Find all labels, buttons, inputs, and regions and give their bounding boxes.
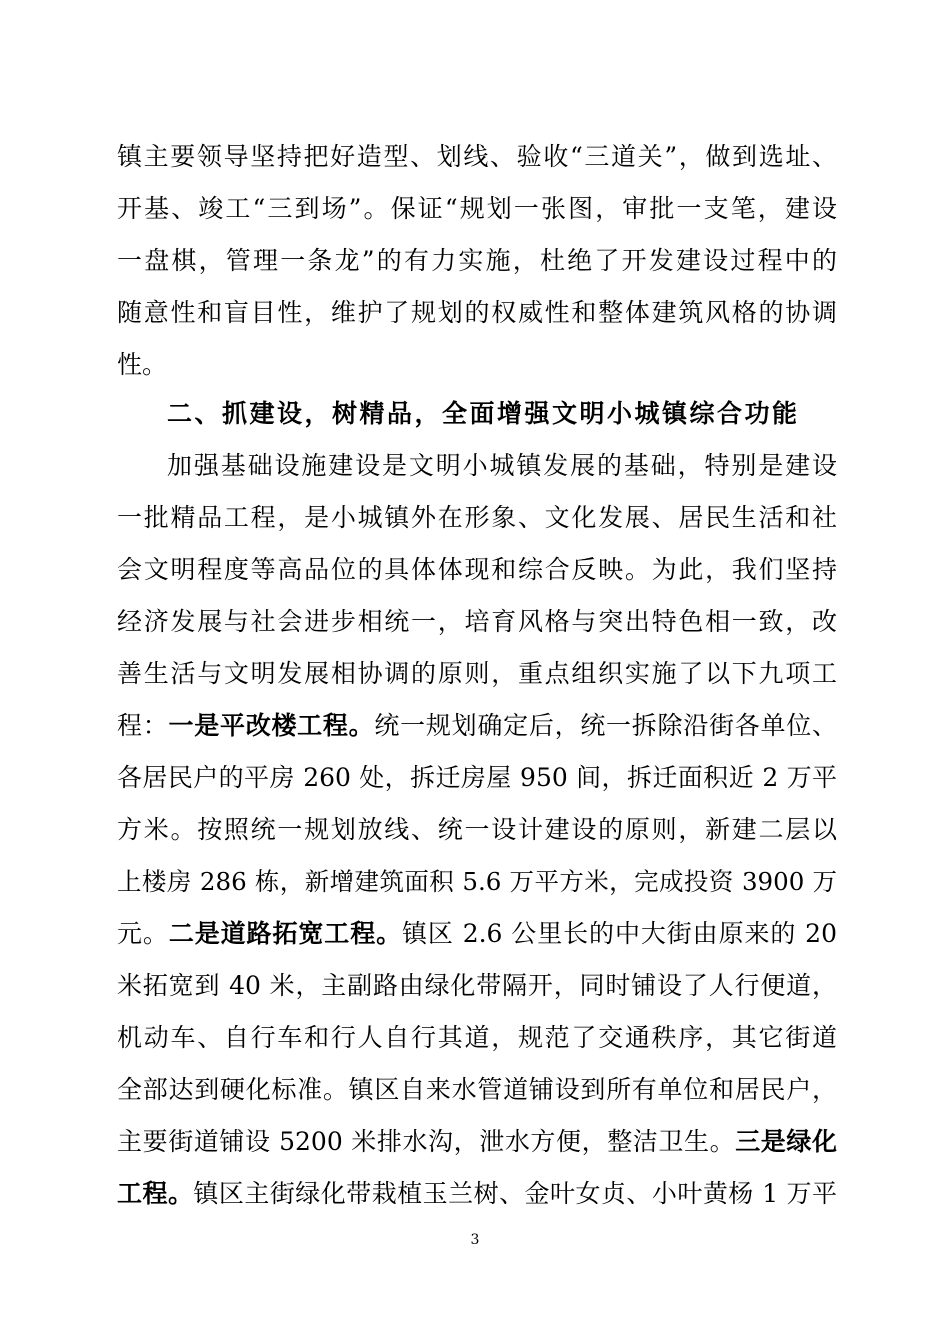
heading-text: 二、抓建设，树精品，全面增强文明小城镇综合功能 [167,399,797,428]
text-line [117,815,837,845]
text-segment: 善生活与文明发展相协调的原则，重点组织实施了以下九项工 [117,659,837,688]
text-line [117,919,837,949]
text-segment: 一盘棋，管理一条龙”的有力实施，杜绝了开发建设过程中的 [117,246,837,275]
text-segment: 方米。按照统一规划放线、统一设计建设的原则，新建二层以 [117,815,837,844]
bold-item-title: 一是平改楼工程。 [168,711,375,740]
text-line [117,298,837,328]
text-line [117,555,837,585]
text-segment: 镇区主街绿化带栽植玉兰树、金叶女贞、小叶黄杨 1 万平 [193,1179,837,1208]
text-segment: 一批精品工程，是小城镇外在形象、文化发展、居民生活和社 [117,503,837,532]
text-segment: 镇主要领导坚持把好造型、划线、验收“三道关”，做到选址、 [117,142,837,171]
text-line [117,659,837,689]
bold-item-title: 二是道路拓宽工程。 [168,919,403,948]
text-segment: 元。 [117,919,169,948]
text-line [117,763,837,793]
text-segment: 开基、竣工“三到场”。保证“规划一张图，审批一支笔，建设 [117,194,837,223]
text-line [117,1023,837,1053]
text-line [117,1179,837,1209]
text-segment: 米拓宽到 40 米，主副路由绿化带隔开，同时铺设了人行便道， [117,971,837,1000]
text-line [117,1127,837,1157]
bold-item-title: 三是绿化 [735,1127,837,1156]
section-heading [167,399,797,429]
page-number: 3 [470,1232,480,1248]
text-line [117,1075,837,1105]
text-line [117,350,837,380]
text-segment: 统一规划确定后，统一拆除沿街各单位、 [374,711,837,740]
text-segment: 性。 [117,350,168,379]
text-segment: 随意性和盲目性，维护了规划的权威性和整体建筑风格的协调 [117,298,837,327]
text-line [117,711,837,741]
text-segment: 全部达到硬化标准。镇区自来水管道铺设到所有单位和居民户， [117,1075,837,1104]
text-line [117,971,837,1001]
text-segment: 程： [117,711,169,740]
text-line [117,246,837,276]
text-line [117,607,837,637]
text-segment: 上楼房 286 栋，新增建筑面积 5.6 万平方米，完成投资 3900 万 [117,867,837,896]
text-line [117,194,837,224]
text-line [117,142,837,172]
text-segment: 各居民户的平房 260 处，拆迁房屋 950 间，拆迁面积近 2 万平 [117,763,837,792]
bold-item-title: 工程。 [117,1179,194,1208]
text-segment: 经济发展与社会进步相统一，培育风格与突出特色相一致，改 [117,607,837,636]
text-line [117,503,837,533]
paragraph-first-line [167,451,837,481]
text-segment: 主要街道铺设 5200 米排水沟，泄水方便，整洁卫生。 [117,1127,736,1156]
text-segment: 镇区 2.6 公里长的中大街由原来的 20 [402,919,837,948]
text-segment: 加强基础设施建设是文明小城镇发展的基础，特别是建设 [167,451,837,480]
text-segment: 机动车、自行车和行人自行其道，规范了交通秩序，其它街道 [117,1023,837,1052]
text-line [117,867,837,897]
text-segment: 会文明程度等高品位的具体体现和综合反映。为此，我们坚持 [117,555,837,584]
